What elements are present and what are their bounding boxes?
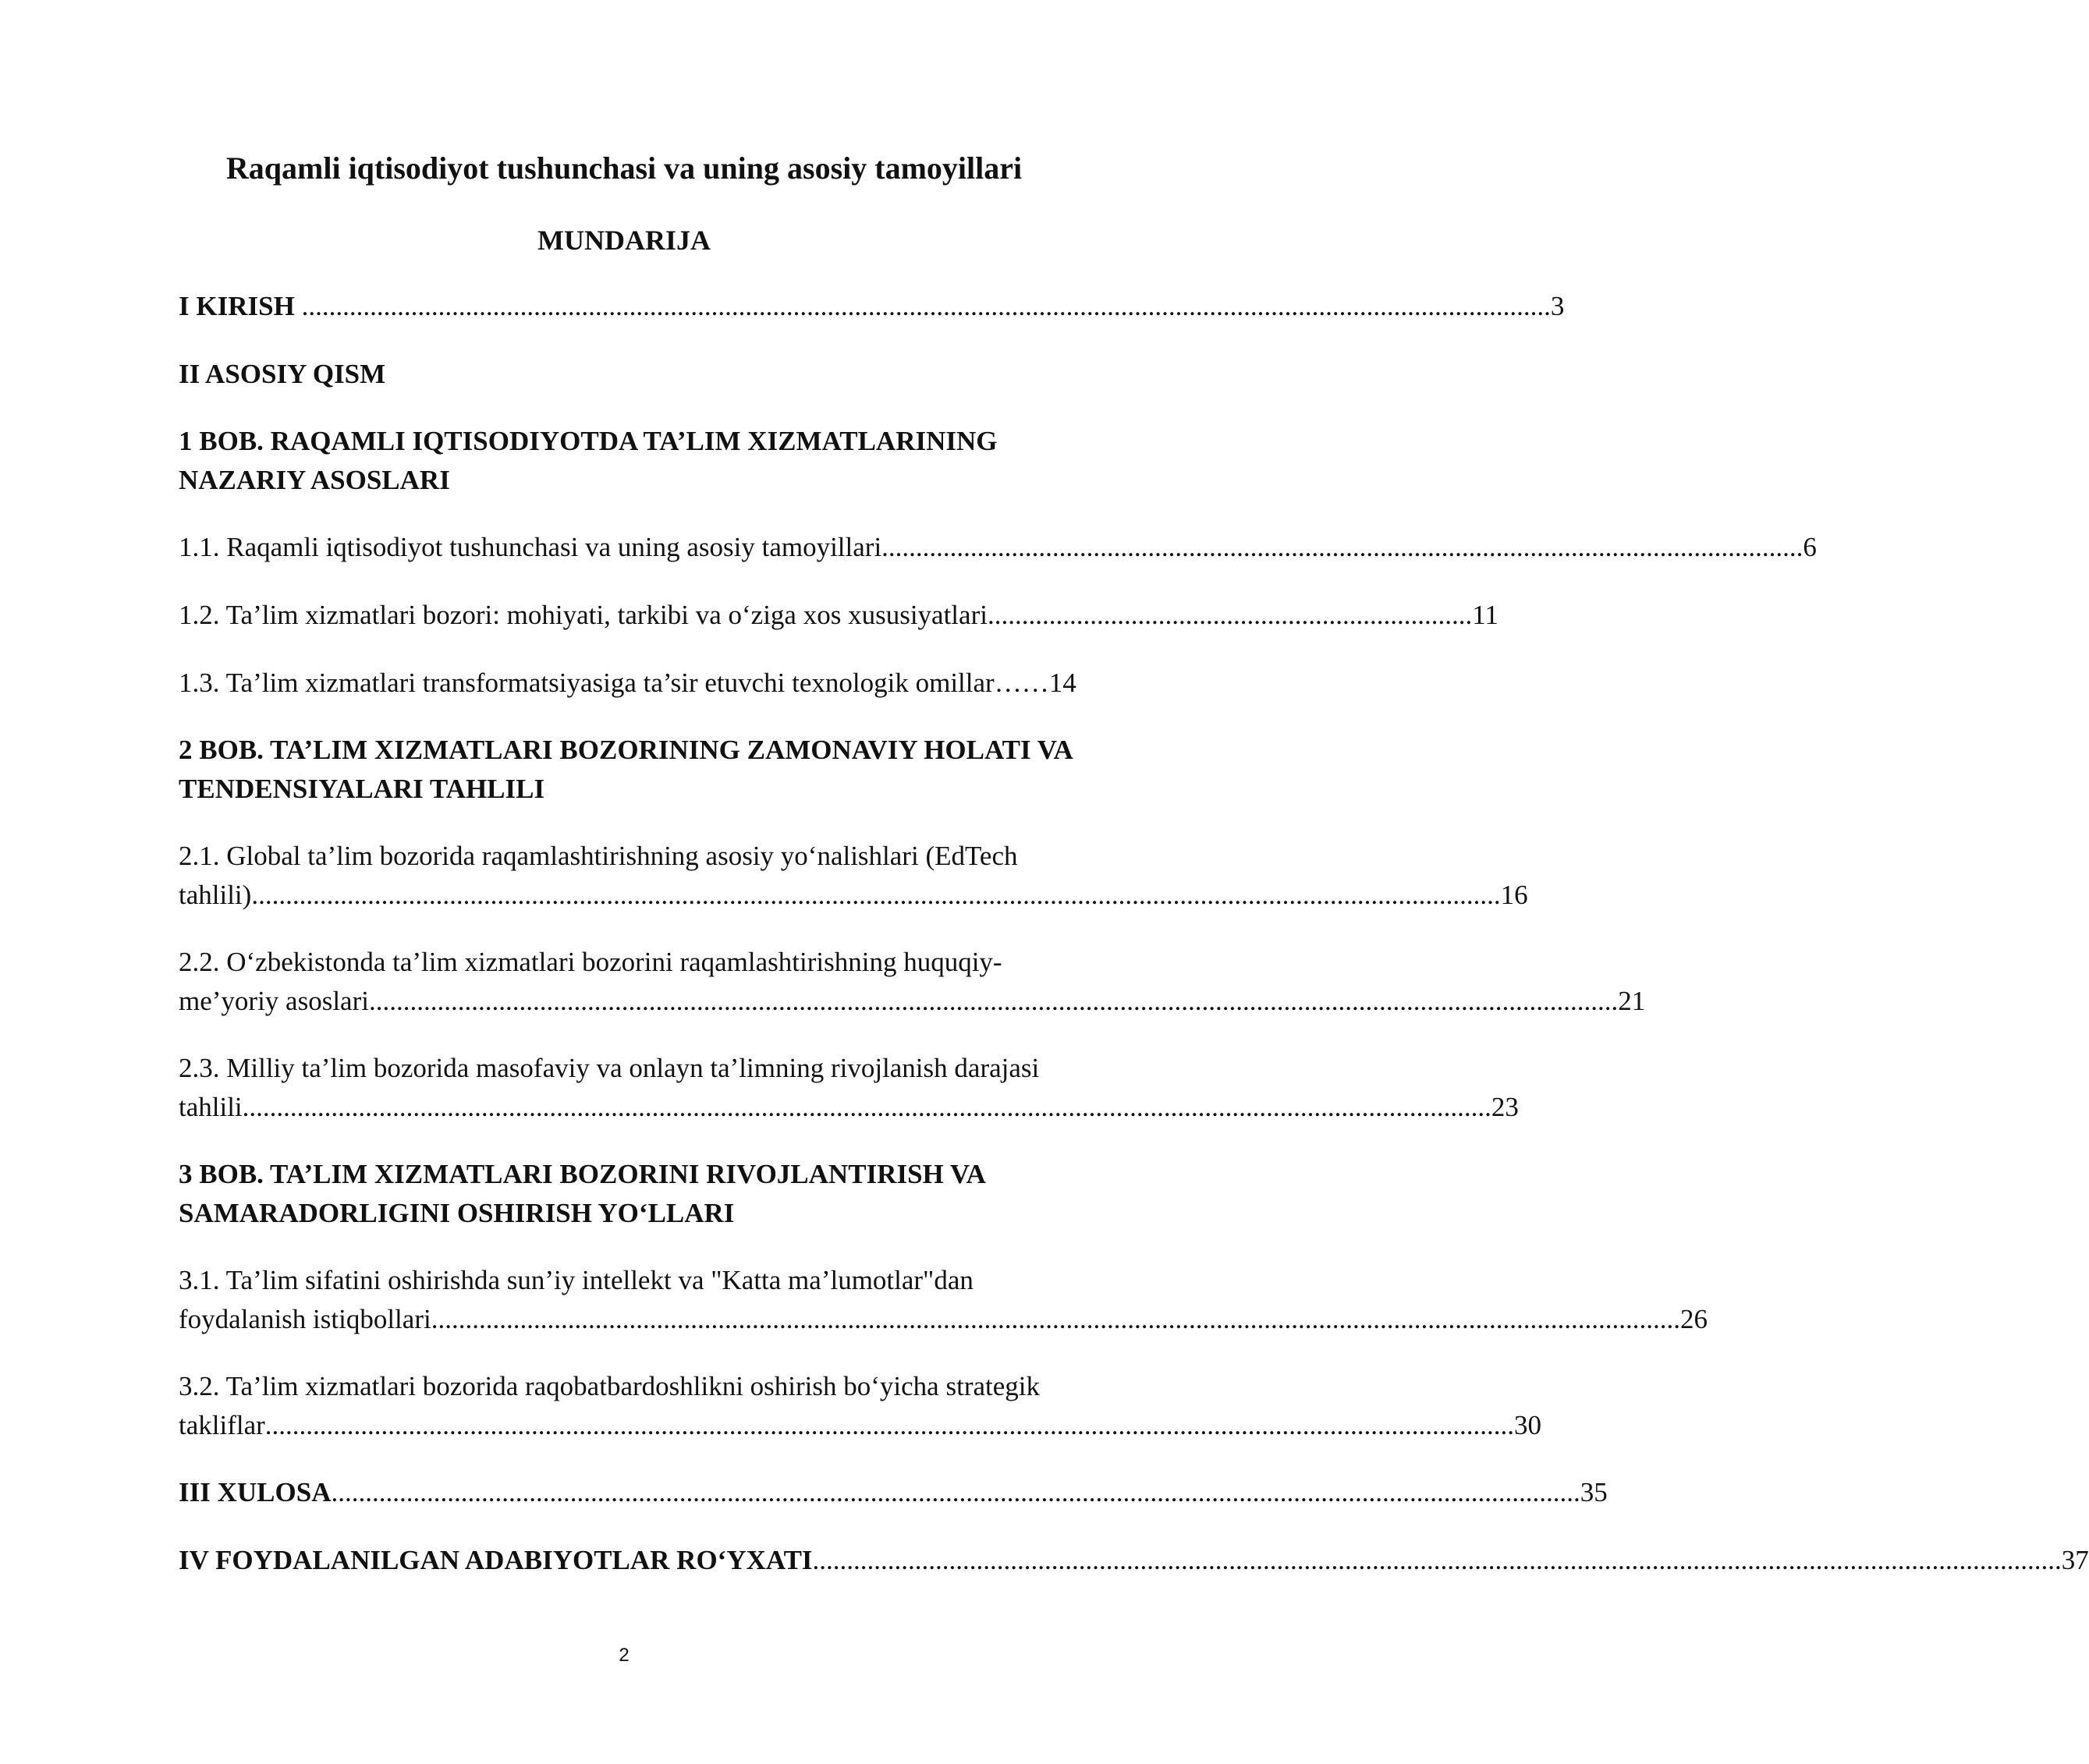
toc-leader-dots: …… <box>994 668 1049 698</box>
toc-leader-dots: ....................................................................................................................................................................................... <box>431 1304 1680 1334</box>
toc-leader-dots: ....................................................................................................................................................................................... <box>368 986 1619 1016</box>
toc-page-number: 23 <box>1491 1092 1519 1122</box>
toc-entry-label: IV FOYDALANILGAN ADABIYOTLAR RO‘YXATI <box>179 1545 813 1575</box>
toc-entry-xulosa <box>179 1473 1608 1512</box>
toc-page-number: 6 <box>1803 532 1817 562</box>
toc-entry-label: 1.1. Raqamli iqtisodiyot tushunchasi va uning asosiy tamoyillari <box>179 532 882 562</box>
toc-entry-line <box>179 1300 1708 1339</box>
toc-entry-line: 3.2. Ta’lim xizmatlari bozorida raqobatbardoshlikni oshirish bo‘yicha strategik <box>179 1371 1040 1401</box>
toc-entry-label: foydalanish istiqbollari <box>179 1304 431 1334</box>
table-of-contents <box>179 287 2089 1580</box>
toc-page-number: 3 <box>1550 291 1565 321</box>
toc-leader-dots: ....................................................................................................................................................................................... <box>264 1410 1515 1440</box>
toc-heading: MUNDARIJA <box>537 225 711 256</box>
toc-entry-1-3 <box>179 664 1162 703</box>
toc-chapter-3 <box>179 1155 1162 1233</box>
toc-entry-label: III XULOSA <box>179 1477 332 1507</box>
toc-entry-2-3 <box>179 1049 1519 1127</box>
toc-entry-line <box>179 982 1646 1021</box>
toc-entry-3-1 <box>179 1261 1708 1339</box>
toc-entry-adabiyotlar <box>179 1541 2089 1580</box>
toc-page-number: 16 <box>1500 880 1528 910</box>
toc-chapter-line: SAMARADORLIGINI OSHIRISH YO‘LLARI <box>179 1198 735 1228</box>
document-title: Raqamli iqtisodiyot tushunchasi va uning asosiy tamoyillari <box>225 151 1023 186</box>
toc-entry-label: me’yoriy asoslari <box>179 986 369 1016</box>
toc-leader-dots: ....................................................................................................................................... <box>881 532 1803 562</box>
toc-entry-3-2 <box>179 1367 1542 1445</box>
toc-entry-label: I KIRISH <box>179 291 295 321</box>
toc-leader-dots: ....................................................................................................................................................................................... <box>251 880 1501 910</box>
toc-entry-label: takliflar <box>179 1410 265 1440</box>
toc-entry-line <box>179 1406 1542 1445</box>
toc-chapter-line: TENDENSIYALARI TAHLILI <box>179 774 545 804</box>
toc-page-number: 14 <box>1048 668 1076 698</box>
toc-leader-dots: ....................................................................................................................................................................................... <box>242 1092 1491 1122</box>
toc-entry-kirish <box>179 287 1565 326</box>
toc-entry-line: 2.1. Global ta’lim bozorida raqamlashtirishning asosiy yo‘nalishlari (EdTech <box>179 841 1018 871</box>
toc-entry-2-1 <box>179 837 1528 915</box>
toc-entry-1-1 <box>179 528 1817 567</box>
toc-entry-line <box>179 876 1528 915</box>
toc-entry-2-2 <box>179 943 1646 1021</box>
toc-page-number: 26 <box>1679 1304 1708 1334</box>
toc-entry-line <box>179 1088 1519 1127</box>
toc-page-number: 37 <box>2061 1545 2089 1575</box>
toc-entry-line: 2.3. Milliy ta’lim bozorida masofaviy va onlayn ta’limning rivojlanish darajasi <box>179 1053 1040 1083</box>
toc-chapter-line: 2 BOB. TA’LIM XIZMATLARI BOZORINING ZAMONAVIY HOLATI VA <box>179 735 1073 765</box>
toc-entry-label: tahlili <box>179 1092 243 1122</box>
toc-chapter-2 <box>179 731 1162 809</box>
toc-chapter-line: NAZARIY ASOSLARI <box>179 465 450 495</box>
toc-leader-dots: ....................................................................... <box>987 600 1473 630</box>
page-number: 2 <box>619 1645 630 1666</box>
toc-page-number: 30 <box>1514 1410 1542 1440</box>
toc-leader-dots: ....................................................................................................................................................................................... <box>812 1545 2062 1575</box>
toc-leader-dots: ....................................................................................................................................................................................... <box>294 291 1551 321</box>
toc-chapter-1 <box>179 422 1162 500</box>
toc-entry-label: tahlili) <box>179 880 252 910</box>
toc-page-number: 11 <box>1472 600 1498 630</box>
toc-entry-1-2 <box>179 596 1498 635</box>
toc-section-asosiy-qism: II ASOSIY QISM <box>179 359 386 389</box>
toc-entry-line: 2.2. O‘zbekistonda ta’lim xizmatlari bozorini raqamlashtirishning huquqiy- <box>179 947 1002 977</box>
toc-page-number: 21 <box>1618 986 1646 1016</box>
toc-entry-label: 1.2. Ta’lim xizmatlari bozori: mohiyati, tarkibi va o‘ziga xos xususiyatlari <box>179 600 988 630</box>
toc-page-number: 35 <box>1580 1477 1608 1507</box>
toc-leader-dots: ....................................................................................................................................................................................... <box>331 1477 1580 1507</box>
toc-entry-label: 1.3. Ta’lim xizmatlari transformatsiyasiga ta’sir etuvchi texnologik omillar <box>179 668 995 698</box>
toc-chapter-line: 3 BOB. TA’LIM XIZMATLARI BOZORINI RIVOJLANTIRISH VA <box>179 1159 986 1189</box>
toc-entry-line: 3.1. Ta’lim sifatini oshirishda sun’iy intellekt va "Katta ma’lumotlar"dan <box>179 1265 974 1295</box>
toc-chapter-line: 1 BOB. RAQAMLI IQTISODIYOTDA TA’LIM XIZMATLARINING <box>179 426 998 456</box>
